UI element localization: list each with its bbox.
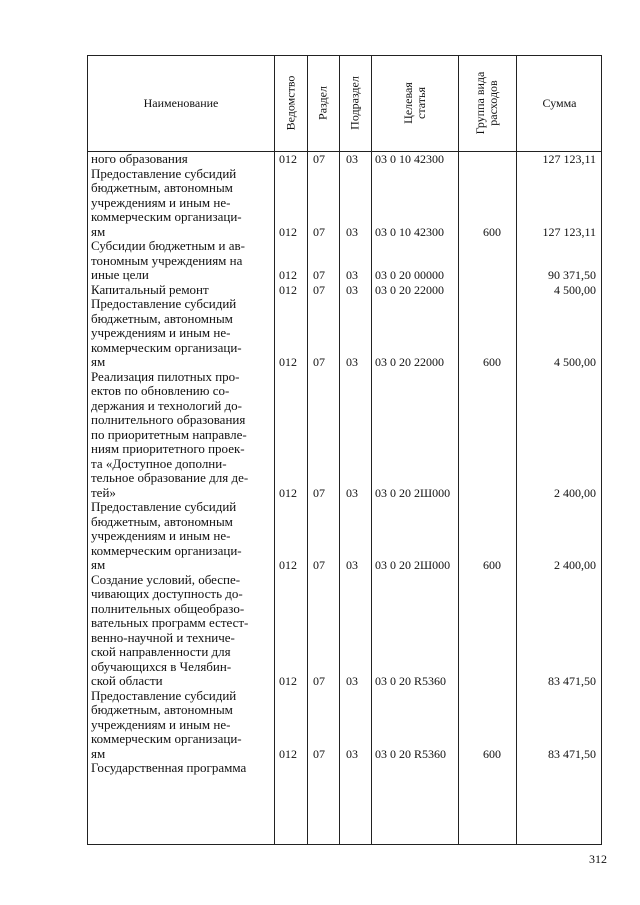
row-name-line: ям (91, 558, 106, 572)
cell-gruppa-rashodov: 600 (483, 224, 501, 239)
cell-podrazdel: 03 (346, 282, 358, 297)
cell-celevaya-statya: 03 0 20 22000 (375, 282, 444, 297)
cell-summa: 83 471,50 (548, 674, 596, 688)
cell-razdel: 07 (313, 558, 325, 572)
header-gruppa-line-1: Группа вида (473, 71, 487, 135)
row-name-line: Государственная программа (91, 761, 247, 775)
row-name-line: Реализация пилотных про- (91, 369, 240, 384)
cell-gruppa-rashodov: 600 (483, 558, 501, 572)
column-divider (516, 56, 517, 844)
cell-vedomstvo: 012 (279, 674, 297, 688)
cell-razdel: 07 (313, 282, 325, 297)
cell-razdel: 07 (313, 224, 325, 239)
row-name-line: учреждениям и иным не- (91, 326, 231, 340)
header-name: Наименование (143, 96, 219, 110)
row-name-line: коммерческим организаци- (91, 732, 242, 746)
cell-summa: 127 123,11 (542, 224, 596, 239)
cell-summa: 83 471,50 (548, 746, 596, 761)
row-name-line: коммерческим организаци- (91, 340, 242, 355)
cell-summa: 2 400,00 (554, 485, 596, 500)
header-gruppa-line-2: расходов (486, 80, 500, 126)
row-name-line: ской области (91, 674, 163, 688)
row-name-line: бюджетным, автономным (91, 311, 233, 326)
row-name-line: ям (91, 224, 106, 239)
row-name-line: тономным учреждениям на (91, 253, 243, 268)
row-name-line: Предоставление субсидий (91, 166, 237, 181)
cell-celevaya-statya: 03 0 10 42300 (375, 224, 444, 239)
row-name-line: держания и технологий до- (91, 398, 242, 413)
row-name-line: обучающихся в Челябин- (91, 659, 232, 674)
row-name-line: тей» (91, 485, 116, 500)
row-name-line: ям (91, 746, 106, 761)
row-name-line: Капитальный ремонт (91, 282, 209, 297)
row-name-line: полнительного образования (91, 413, 246, 427)
cell-podrazdel: 03 (346, 152, 358, 166)
row-name-line: бюджетным, автономным (91, 514, 233, 529)
cell-summa: 127 123,11 (542, 152, 596, 166)
cell-gruppa-rashodov: 600 (483, 355, 501, 369)
cell-summa: 90 371,50 (548, 268, 596, 282)
cell-vedomstvo: 012 (279, 355, 297, 369)
cell-celevaya-statya: 03 0 10 42300 (375, 152, 444, 166)
row-name-line: ниям приоритетного проек- (91, 442, 245, 456)
cell-razdel: 07 (313, 485, 325, 500)
row-name-line: полнительных общеобразо- (91, 601, 245, 616)
cell-podrazdel: 03 (346, 485, 358, 500)
page-number: 312 (589, 852, 607, 866)
cell-razdel: 07 (313, 152, 325, 166)
cell-podrazdel: 03 (346, 558, 358, 572)
row-name-line: иные цели (91, 268, 149, 282)
row-name-line: бюджетным, автономным (91, 703, 233, 717)
cell-summa: 2 400,00 (554, 558, 596, 572)
header-celevaya-line-1: Целевая (401, 82, 415, 124)
row-name-line: ектов по обновлению со- (91, 384, 230, 398)
cell-podrazdel: 03 (346, 224, 358, 239)
cell-summa: 4 500,00 (554, 355, 596, 369)
row-name-line: Создание условий, обеспе- (91, 572, 241, 587)
row-name-line: коммерческим организаци- (91, 543, 242, 558)
cell-celevaya-statya: 03 0 20 00000 (375, 268, 444, 282)
cell-vedomstvo: 012 (279, 746, 297, 761)
cell-razdel: 07 (313, 268, 325, 282)
cell-podrazdel: 03 (346, 355, 358, 369)
cell-razdel: 07 (313, 746, 325, 761)
row-name-line: ской направленности для (91, 645, 231, 659)
header-gruppa-rashodov (474, 72, 500, 135)
row-name-line: учреждениям и иным не- (91, 717, 231, 732)
row-name-line: Предоставление субсидий (91, 500, 237, 514)
cell-summa: 4 500,00 (554, 282, 596, 297)
header-podrazdel: Подраздел (347, 76, 362, 130)
cell-vedomstvo: 012 (279, 224, 297, 239)
row-name-line: Предоставление субсидий (91, 297, 237, 311)
row-name-line: ного образования (91, 152, 188, 166)
row-name-line: по приоритетным направле- (91, 427, 247, 442)
cell-podrazdel: 03 (346, 268, 358, 282)
header-celevaya-statya (402, 82, 428, 124)
cell-podrazdel: 03 (346, 674, 358, 688)
row-name-line: бюджетным, автономным (91, 181, 233, 195)
cell-vedomstvo: 012 (279, 485, 297, 500)
column-divider (371, 56, 372, 844)
row-name-line: тельное образование для де- (91, 471, 249, 485)
cell-podrazdel: 03 (346, 746, 358, 761)
cell-vedomstvo: 012 (279, 558, 297, 572)
row-name-line: вательных программ естест- (91, 616, 249, 630)
row-name-line: ям (91, 355, 106, 369)
cell-razdel: 07 (313, 355, 325, 369)
cell-celevaya-statya: 03 0 20 22000 (375, 355, 444, 369)
column-divider (274, 56, 275, 844)
column-divider (339, 56, 340, 844)
column-divider (307, 56, 308, 844)
header-celevaya-line-2: статья (414, 87, 428, 119)
cell-razdel: 07 (313, 674, 325, 688)
row-name-line: та «Доступное дополни- (91, 456, 227, 471)
cell-vedomstvo: 012 (279, 152, 297, 166)
cell-gruppa-rashodov: 600 (483, 746, 501, 761)
row-name-line: учреждениям и иным не- (91, 195, 231, 210)
column-divider (458, 56, 459, 844)
header-razdel: Раздел (315, 86, 330, 120)
cell-vedomstvo: 012 (279, 268, 297, 282)
budget-table (87, 55, 602, 845)
cell-celevaya-statya: 03 0 20 2Ш000 (375, 558, 451, 572)
row-name-line: учреждениям и иным не- (91, 529, 231, 543)
row-name-line: чивающих доступность до- (91, 587, 243, 601)
row-name-line: коммерческим организаци- (91, 210, 242, 224)
row-name-line: венно-научной и техниче- (91, 630, 235, 645)
cell-vedomstvo: 012 (279, 282, 297, 297)
header-vedomstvo: Ведомство (283, 75, 298, 131)
row-name-line: Субсидии бюджетным и ав- (91, 239, 245, 253)
row-name-line: Предоставление субсидий (91, 688, 237, 703)
cell-celevaya-statya: 03 0 20 R5360 (375, 746, 447, 761)
cell-celevaya-statya: 03 0 20 R5360 (375, 674, 447, 688)
header-summa: Сумма (542, 96, 577, 110)
cell-celevaya-statya: 03 0 20 2Ш000 (375, 485, 451, 500)
